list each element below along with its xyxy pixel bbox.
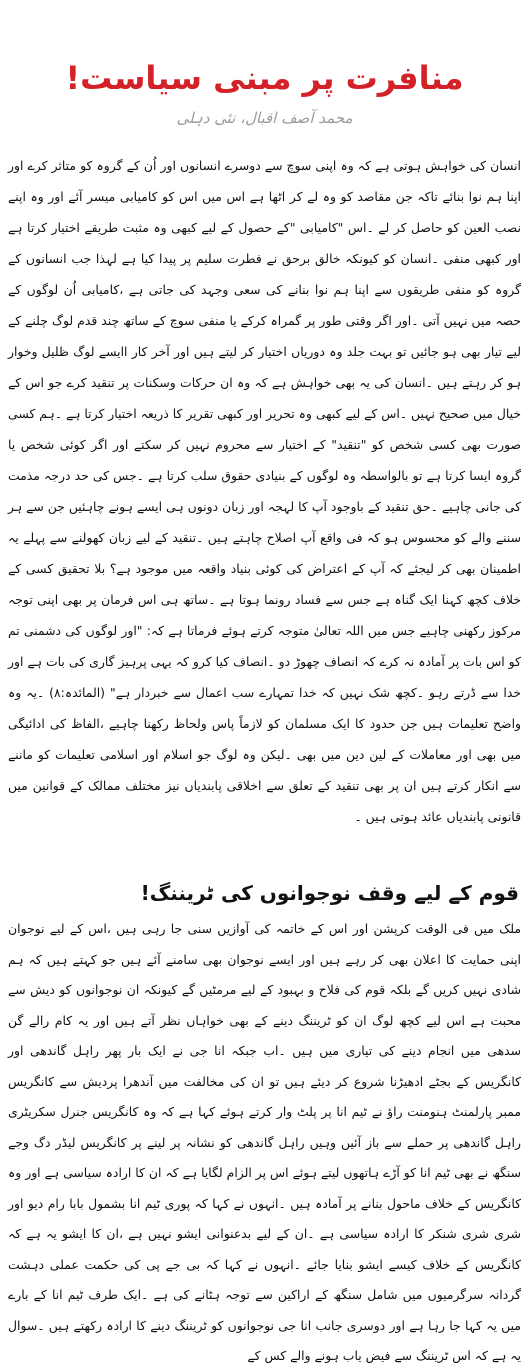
section-spacer (8, 832, 521, 876)
article-body: انسان کی خواہش ہوتی ہے کہ وہ اپنی سوچ سے دوسرے انسانوں اور اُن کے گروہ کو متاثر کرے اور اپنا ہم نوا بنائے تاکہ جن مقاصد کو وہ لے کر اٹھا ہے اس میں اس کو کامیابی میسر آئے اور وہ اپنے نصب العین کو حاصل کر لے ۔اس "کامیابی "کے حصول کے لیے کبھی وہ مثبت طریقے اختیار کرتا ہے اور کبھی منفی ۔انسان کو کیونکہ خالق برحق نے فطرت سلیم پر پیدا کیا ہے لہذا جب انسانوں کے گروہ کو منفی طریقوں سے اپنا ہم نوا بنانے کی سعی وجہد کی جاتی ہے ،کامیابی اُن لوگوں کے حصہ میں نہیں آتی ۔اور اگر وقتی طور پر گمراہ کرکے یا منفی سوچ کے ساتھ چند قدم لوگ چلنے کے لیے تیار بھی ہو جائیں تو بہت جلد وہ دوریاں اختیار کر لیتے ہیں اور آخر کار اایسے لوگ ظلیل وخوار ہو کر رہتے ہیں ۔انسان کی یہ بھی خواہش ہے کہ وہ ان حرکات وسکنات پر تنقید کرے جو اس کے خیال میں صحیح نہیں ۔اس کے لیے کبھی وہ تحریر اور کبھی تقریر کا ذریعہ اختیار کرتا ہے ۔ہم کسی صورت بھی کسی شخص کو "تنقید" کے اختیار سے محروم نہیں کر سکتے اور اگر کوئی شخص یا گروہ ایسا کرتا ہے تو بالواسطہ وہ لوگوں کے بنیادی حقوق سلب کرتا ہے ۔جس کی حد درجہ مذمت کی جانی چاہیے ۔حق تنقید کے باوجود آپ کا لہجہ اور زبان دونوں ہی ایسے ہونے چاہئیں جن سے ہر سننے والے کو محسوس ہو کہ فی واقع آپ اصلاح چاہتے ہیں ۔تنقید کے لیے زبان کھولنے سے پہلے یہ اطمینان بھی کر لیجئے کہ آپ کے اعتراض کی کوئی بنیاد واقعہ میں موجود ہے؟ بلا تحقیق کسی کے خلاف کچھ کہنا ایک گناہ ہے جس سے فساد رونما ہوتا ہے ۔ساتھ ہی اس فرمان پر بھی اپنی توجہ مرکوز رکھنی چاہیے جس میں اللہ تعالیٰ متوجہ کرتے ہوئے فرماتا ہے کہ: "اور لوگوں کی دشمنی تم کو اس بات پر آمادہ نہ کرے کہ انصاف چھوڑ دو ۔انصاف کیا کرو کہ یہی پرہیز گاری کی بات ہے اور خدا سے ڈرتے رہو ۔کچھ شک نہیں کہ خدا تمہارے سب اعمال سے خبردار ہے" (المائدہ:۸) ۔یہ وہ واضح تعلیمات ہیں جن حدود کا ایک مسلمان کو لازماً پاس ولحاظ رکھنا چاہیے ،الفاظ کی ادائیگی میں بھی اور معاملات کے لین دین میں بھی ۔لیکن وہ لوگ جو اسلام اور اسلامی تعلیمات کو ماننے سے انکار کرتے ہیں ان پر بھی تنقید کے تعلق سے اخلاقی پابندیاں نیز مختلف ممالک کے قوانین میں قانونی پابندیاں عائد ہوتی ہیں ۔ (8, 158, 521, 824)
author-byline: محمد آصف اقبال، نئی دہلی (176, 109, 353, 127)
section-heading: قوم کے لیے وقف نوجوانوں کی ٹریننگ! (140, 881, 519, 905)
article-title: منافرت پر مبنی سیاست! (65, 59, 464, 97)
section-body: ملک میں فی الوقت کرپشن اور اس کے خاتمہ کی آوازیں سنی جا رہی ہیں ،اس کے لیے نوجوان اپنی حمایت کا اعلان بھی کر رہے ہیں اور ایسے نوجوان بھی سامنے آئے ہیں جو کہتے ہیں کہ ہم شادی نہیں کریں گے بلکہ قوم کی فلاح و بہبود کے لیے مرمٹیں گے کیونکہ ان نوجوانوں کو دیش سے محبت ہے اس لیے کچھ لوگ ان کو ٹریننگ دینے کے بھی خواہاں نظر آتے ہیں اور یہ کام رالے گن سدھی میں انجام دینے کی تیاری میں ہیں ۔اب جبکہ انا جی نے ایک بار پھر راہل گاندھی اور کانگریس کے بجٹے ادھیڑنا شروع کر دیئے ہیں تو ان کی مخالفت میں آندھرا پردیش سے کانگریس ممبر پارلمنٹ ہنومنت راؤ نے ٹیم انا پر پلٹ وار کرتے ہوئے کہا ہے کہ وہ کانگریس جنرل سکریٹری راہل گاندھی پر حملے سے باز آئیں وہیں راہل گاندھی کو نشانہ پر لینے پر کانگریس لیڈر دگ وجے سنگھ نے بھی ٹیم انا کو آڑے ہاتھوں لیتے ہوئے اس پر الزام لگایا ہے کہ ان کا ارادہ سیاسی ہے اور وہ کانگریس کے خلاف ماحول بنانے پر آمادہ ہیں ۔انہوں نے کہا کہ پوری ٹیم انا بشمول بابا رام دیو اور شری شری شنکر کا ارادہ سیاسی ہے ۔ان کے لیے بدعنوانی ایشو نہیں ہے ،ان کا ایشو یہ ہے کہ کانگریس کے خلاف کیسے ایشو بنایا جائے ۔انہوں نے کہا کہ بی جے پی کی حکمت عملی دہشت گردانہ سرگرمیوں میں شامل سنگھ کے اراکین سے توجہ ہٹانے کی ہے ۔ایک طرف ٹیم انا کے بارے میں یہ کہا جا رہا ہے اور دوسری جانب انا جی نوجوانوں کو ٹریننگ دینے کا ارادہ رکھتے ہیں ۔سوال یہ ہے کہ اس ٹریننگ سے فیض یاب ہونے والے کس کے (8, 921, 521, 1363)
